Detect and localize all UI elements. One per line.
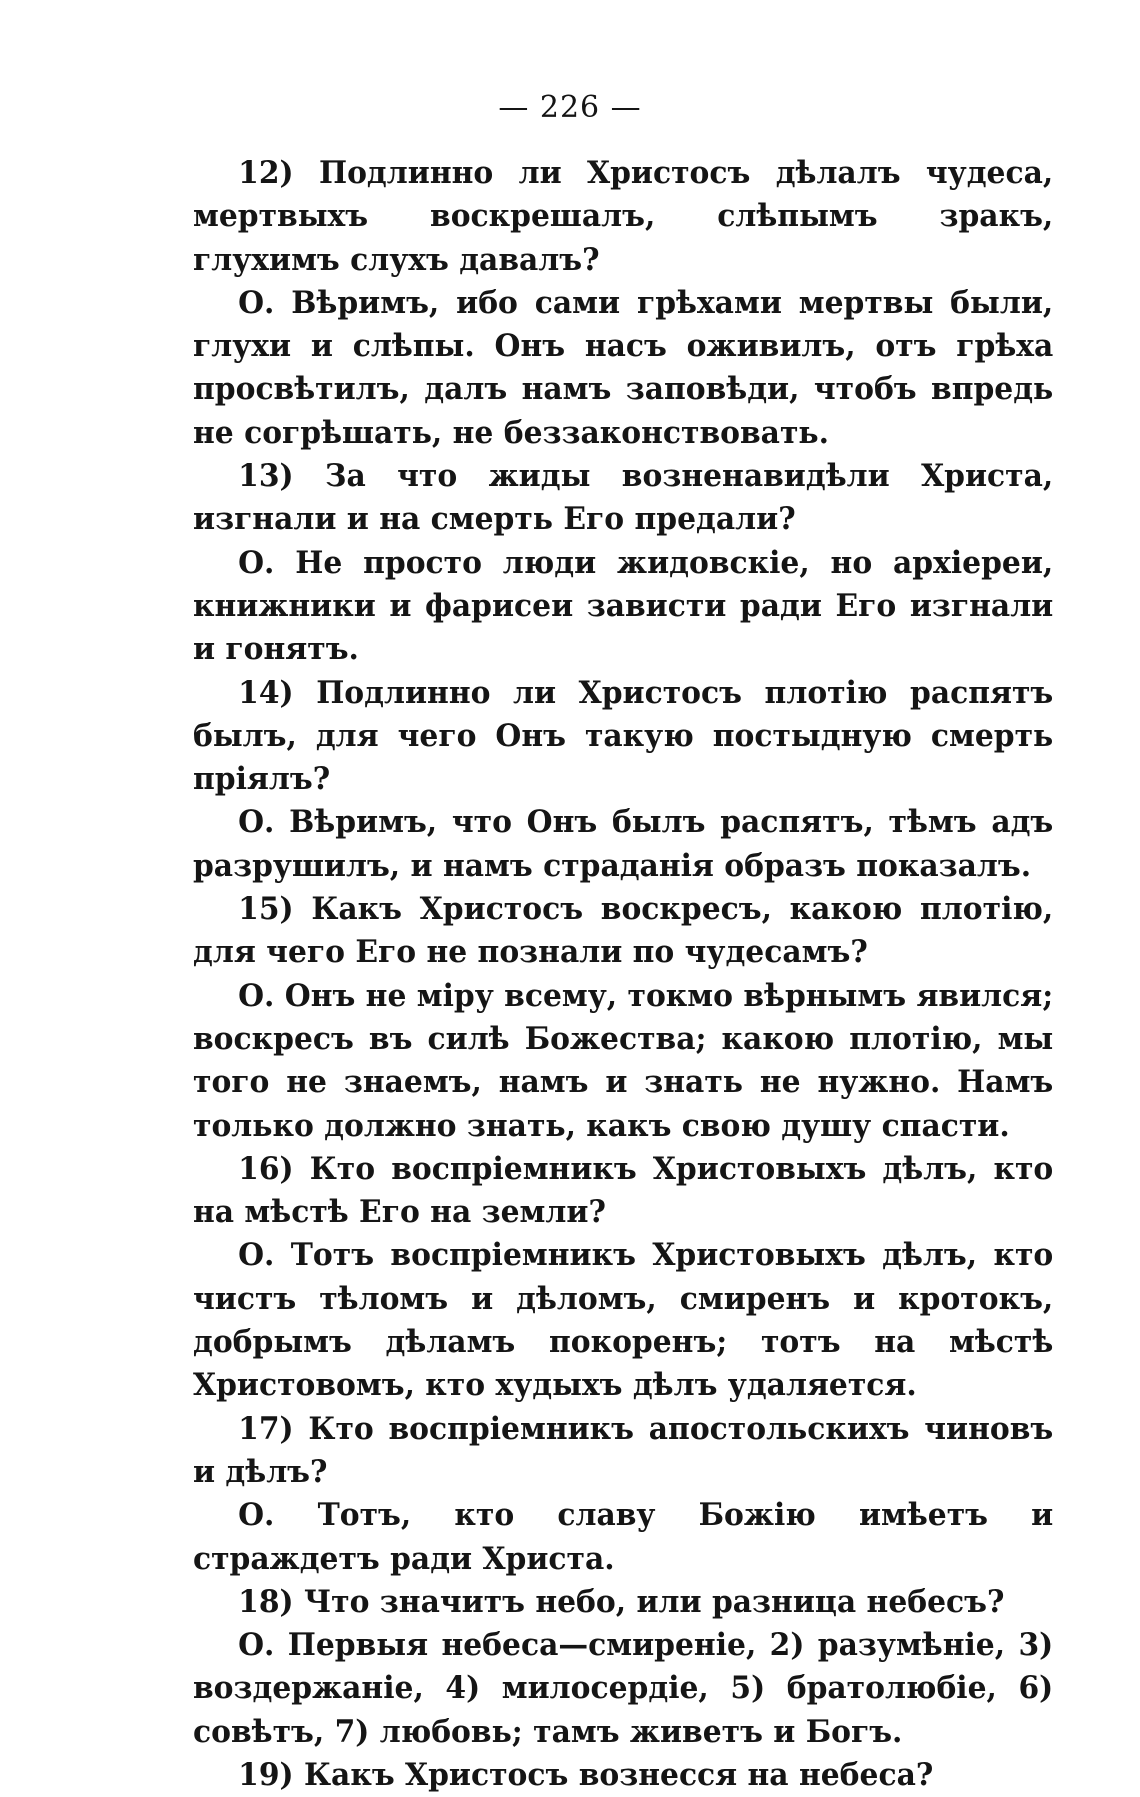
question-13: 13) За что жиды возненавидѣли Христа, изгнали и на смерть Его предали? — [193, 458, 1054, 538]
text-block — [193, 152, 1053, 1797]
question-14: 14) Подлинно ли Христосъ плотію распятъ былъ, для чего Онъ такую постыдную смерть пріялъ? — [193, 674, 1054, 798]
answer-16: О. Тотъ воспріемникъ Христовыхъ дѣлъ, кто чистъ тѣломъ и дѣломъ, смиренъ и кротокъ, добрымъ дѣламъ покоренъ; тотъ на мѣстѣ Христовомъ, кто худыхъ дѣлъ удаляется. — [193, 1237, 1054, 1404]
question-12: 12) Подлинно ли Христосъ дѣлалъ чудеса, мертвыхъ воскрешалъ, слѣпымъ зракъ, глухимъ слухъ давалъ? — [193, 155, 1054, 278]
answer-13: О. Не просто люди жидовскіе, но архіереи, книжники и фарисеи зависти ради Его изгнали и гонятъ. — [193, 544, 1054, 668]
page-number: — 226 — — [498, 90, 642, 125]
answer-12: О. Вѣримъ, ибо сами грѣхами мертвы были, глухи и слѣпы. Онъ насъ оживилъ, отъ грѣха просвѣтилъ, далъ намъ заповѣди, чтобъ впредь не согрѣшать, не беззаконствовать. — [193, 284, 1054, 451]
question-17: 17) Кто воспріемникъ апостольскихъ чиновъ и дѣлъ? — [193, 1410, 1054, 1490]
answer-14: О. Вѣримъ, что Онъ былъ распятъ, тѣмъ адъ разрушилъ, и намъ страданія образъ показалъ. — [193, 804, 1054, 884]
question-16: 16) Кто воспріемникъ Христовыхъ дѣлъ, кто на мѣстѣ Его на земли? — [193, 1150, 1054, 1231]
answer-15: О. Онъ не міру всему, токмо вѣрнымъ явился; воскресъ въ силѣ Божества; какою плотію, мы того не знаемъ, намъ и знать не нужно. Намъ только должно знать, какъ свою душу спасти. — [193, 977, 1054, 1144]
question-15: 15) Какъ Христосъ воскресъ, какою плотію, для чего Его не познали по чудесамъ? — [193, 891, 1054, 971]
question-19: 19) Какъ Христосъ вознесся на небеса? — [238, 1756, 934, 1793]
answer-17: О. Тотъ, кто славу Божію имѣетъ и страждетъ ради Христа. — [193, 1497, 1054, 1577]
question-18: 18) Что значитъ небо, или разница небесъ? — [238, 1583, 1005, 1620]
answer-18: О. Первыя небеса—смиреніе, 2) разумѣніе, 3) воздержаніе, 4) милосердіе, 5) братолюбіе, 6) совѣтъ, 7) любовь; тамъ живетъ и Богъ. — [193, 1627, 1054, 1750]
